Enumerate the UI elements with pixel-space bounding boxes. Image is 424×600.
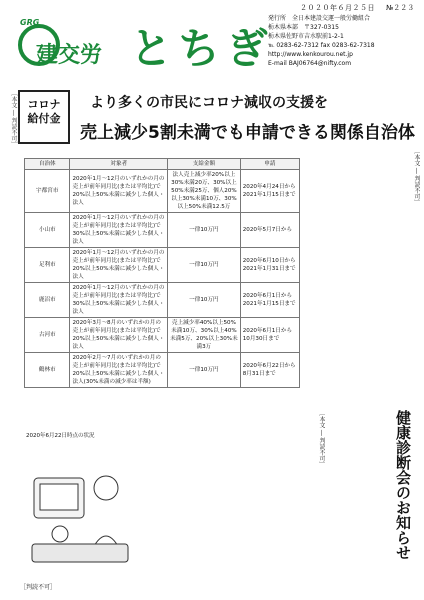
cell-application: 2020年6月1日から10月30日まで xyxy=(240,318,299,353)
cell-city: 鶴林市 xyxy=(25,353,70,388)
lower-article-body: ［本文 ― 判読不可］ xyxy=(318,410,325,468)
publisher-line: 栃木県本部 〒327-0315 xyxy=(268,24,339,31)
publisher-line: 栃木県佐野市吉水駅前1-2-1 xyxy=(268,33,344,40)
header-target: 対象者 xyxy=(70,159,168,170)
header-amount: 支給金額 xyxy=(168,159,241,170)
left-vertical-text: ［本文 ― 判読不可］ xyxy=(10,90,17,148)
cell-target: 2020年1月～12月のいずれかの月の売上が前年同月比(または平均比)で20%以上50%未満に減少した個人・法人 xyxy=(70,248,168,283)
newsletter-title: とちぎ xyxy=(130,24,275,73)
cell-city: 宇都宮市 xyxy=(25,170,70,213)
table-row xyxy=(25,213,300,248)
medical-checkup-illustration xyxy=(24,458,136,576)
right-article-body: ［本文 ― 判読不可］ xyxy=(413,148,420,206)
corona-benefit-badge xyxy=(18,90,70,144)
badge-line: コロナ xyxy=(27,98,61,111)
cell-application: 2020年6月22日から8月31日まで xyxy=(240,353,299,388)
cell-target: 2020年1月～12月のいずれかの月の売上が前年同月比(または平均比)で30%以上50%未満に減少した個人・法人 xyxy=(70,283,168,318)
cell-amount: 一律10万円 xyxy=(168,353,241,388)
cell-city: 足利市 xyxy=(25,248,70,283)
cell-amount: 売上減少率40%以上50%未満10万、30%以上40%未満5万、20%以上30%未満3万 xyxy=(168,318,241,353)
issue-date: ２０２０年６月２５日 xyxy=(300,4,375,12)
issue-number: №２２３ xyxy=(386,4,415,12)
table-row xyxy=(25,170,300,213)
headline-line-1: より多くの市民にコロナ減収の支援を xyxy=(90,95,328,111)
cell-application: 2020年5月7日から xyxy=(240,213,299,248)
cell-city: 古河市 xyxy=(25,318,70,353)
header-municipality: 自治体 xyxy=(25,159,70,170)
table-note: 2020年6月22日時点の状況 xyxy=(26,433,95,439)
cell-application: 2020年6月10日から2021年1月31日まで xyxy=(240,248,299,283)
cell-target: 2020年1月～12月のいずれかの月の売上が前年同月比(または平均比)で30%以上50%未満に減少した個人・法人 xyxy=(70,213,168,248)
table-row xyxy=(25,283,300,318)
logo-text: 建交労 xyxy=(36,43,103,68)
footer-note: ［判読不可］ xyxy=(20,584,57,591)
cell-application: 2020年6月1日から2021年1月15日まで xyxy=(240,283,299,318)
cell-city: 鹿沼市 xyxy=(25,283,70,318)
table-row xyxy=(25,318,300,353)
headline-line-2: 売上減少5割未満でも申請できる関係自治体 xyxy=(80,123,415,143)
cell-amount: 一律10万円 xyxy=(168,283,241,318)
publisher-line: ℡ 0283-62-7312 fax 0283-62-7318 xyxy=(268,42,375,49)
cell-city: 小山市 xyxy=(25,213,70,248)
header-application: 申請 xyxy=(240,159,299,170)
municipality-benefit-table xyxy=(24,158,300,388)
cell-target: 2020年1月～12月のいずれかの月の売上が前年同月比(または平均比)で20%以上50%未満に減少した個人・法人 xyxy=(70,170,168,213)
publisher-url: http://www.kenkourou.net.jp xyxy=(268,51,353,58)
publisher-line: 発行所 全日本建設交運一般労働組合 xyxy=(268,15,371,22)
health-checkup-title: 健康診断会のお知らせ xyxy=(394,410,412,560)
badge-line: 給付金 xyxy=(27,112,61,125)
publisher-email: E-mail BAJ06764@nifty.com xyxy=(268,60,352,67)
table-header-row xyxy=(25,159,300,170)
cell-target: 2020年3月～8月のいずれかの月の売上が前年同月比(または平均比)で20%以上50%未満に減少した個人・法人 xyxy=(70,318,168,353)
table-row xyxy=(25,353,300,388)
cell-amount: 法人売上減少率20%以上30%未満20万、30%以上50%未満25万、個人20%以上30%未満10万、30%以上50%未満12.5万 xyxy=(168,170,241,213)
masthead xyxy=(0,0,424,82)
table-row xyxy=(25,248,300,283)
cell-amount: 一律10万円 xyxy=(168,213,241,248)
cell-amount: 一律10万円 xyxy=(168,248,241,283)
logo-small-text: GRG xyxy=(20,18,40,27)
cell-application: 2020年4月24日から2021年1月15日まで xyxy=(240,170,299,213)
publisher-info xyxy=(268,14,422,68)
cell-target: 2020年2月～7月のいずれかの月の売上が前年同月比(または平均比)で20%以上50%未満に減少した個人・法人(30%未満の減少率は半額) xyxy=(70,353,168,388)
